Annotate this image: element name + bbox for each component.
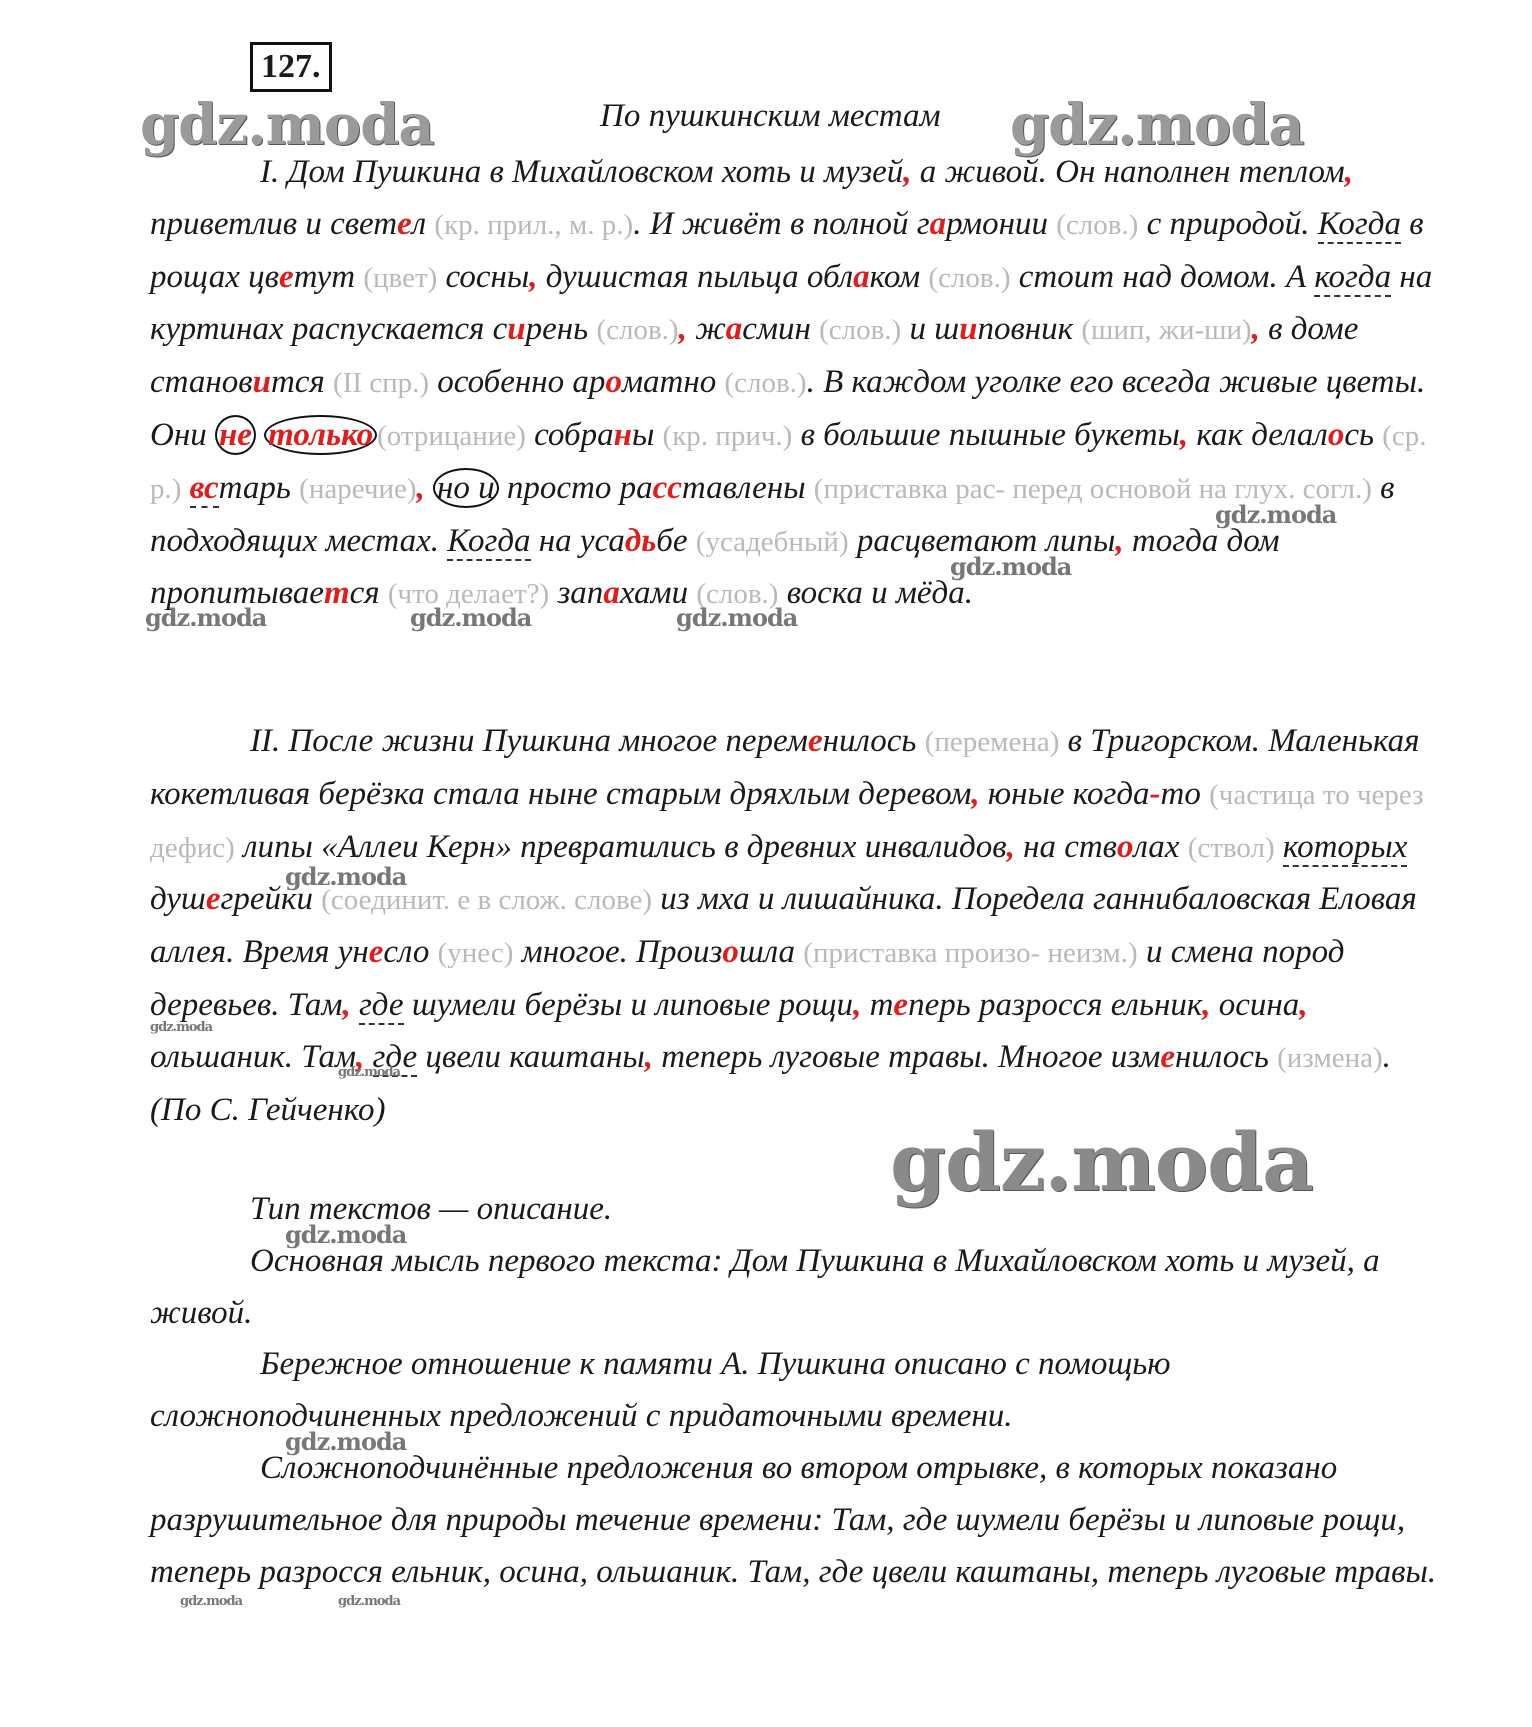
text-run: нилось bbox=[822, 723, 925, 759]
text-run: сь bbox=[1344, 416, 1383, 453]
text-run: липы «Аллеи Керн» превратились в древних инвалидов bbox=[234, 828, 1007, 865]
text-run: просто ра bbox=[498, 469, 653, 506]
underlined-word: где bbox=[358, 986, 404, 1023]
red-mark: , bbox=[1006, 828, 1015, 865]
text-run: матно bbox=[621, 364, 725, 401]
grammar-note: (измена) bbox=[1277, 1041, 1383, 1074]
red-mark: сс bbox=[652, 469, 682, 506]
grammar-note: (цвет) bbox=[363, 261, 438, 294]
text-run: нилось bbox=[1175, 1038, 1278, 1075]
text-run: теперь луговые травы. Многое изм bbox=[652, 1038, 1161, 1075]
red-mark: , bbox=[971, 775, 980, 812]
red-mark: и bbox=[959, 311, 978, 348]
text-run: рмонии bbox=[946, 205, 1057, 242]
underlined-word: Когда bbox=[447, 522, 531, 559]
red-mark: е bbox=[893, 986, 909, 1023]
grammar-note: (наречие) bbox=[299, 472, 417, 505]
part-one-text bbox=[150, 147, 1450, 621]
text-run: тся bbox=[270, 364, 334, 401]
red-mark: вс bbox=[189, 469, 219, 506]
underlined-word: когда bbox=[1314, 258, 1392, 295]
text-run: зап bbox=[549, 575, 604, 612]
grammar-note: (слов.) bbox=[724, 367, 807, 400]
watermark-logo: gdz.moda bbox=[338, 1065, 401, 1080]
text-run: собра bbox=[525, 416, 614, 453]
red-mark: о bbox=[1327, 416, 1345, 453]
grammar-note: (усадебный) bbox=[695, 525, 849, 558]
red-mark: и bbox=[252, 364, 271, 401]
grammar-note: (приставка рас- перед основой на глух. согл.) bbox=[813, 472, 1372, 505]
text-run: л bbox=[411, 205, 435, 242]
red-mark: , bbox=[903, 154, 912, 190]
red-mark: е bbox=[278, 258, 294, 295]
underlined-word: Когда bbox=[1317, 205, 1401, 242]
text-run: на уса bbox=[530, 522, 625, 559]
grammar-note: (частица то через дефис) bbox=[150, 778, 1424, 864]
grammar-note: (кр. прил., м. р.) bbox=[434, 208, 634, 241]
watermark-logo: gdz.moda bbox=[180, 1594, 243, 1609]
text-run: лах bbox=[1133, 828, 1188, 865]
text-run: тарь bbox=[218, 469, 300, 506]
main-idea: Основная мысль первого текста: Дом Пушкина в Михайловском хоть и музей, а живой. bbox=[150, 1242, 1380, 1331]
text-run: т bbox=[861, 986, 894, 1023]
circled-word: только bbox=[264, 415, 377, 455]
text-run: грейки bbox=[220, 881, 322, 918]
text-run: и смена пород деревьев. Там bbox=[150, 934, 1345, 1023]
watermark-logo: gdz.moda bbox=[676, 603, 798, 632]
text-run: осина bbox=[1210, 986, 1300, 1023]
red-mark: е bbox=[807, 723, 823, 759]
red-mark: , bbox=[678, 311, 687, 348]
grammar-note: (унес) bbox=[437, 937, 514, 970]
complex-sentences: Сложноподчинённые предложения во втором отрывке, в которых показано разрушительное для природы течение времени: Там, где шумели берёзы и липовые рощи, теперь разросся ельник, осина, ольшаник. Там, где цвели каштаны, теперь луговые травы. bbox=[150, 1449, 1437, 1590]
text-run: хами bbox=[619, 575, 697, 612]
text-run: I. Дом Пушкина в Михайловском хоть и музей bbox=[260, 154, 904, 190]
text-run: то bbox=[1160, 775, 1210, 812]
red-mark: е bbox=[368, 934, 384, 971]
red-mark: а bbox=[853, 258, 870, 295]
watermark-logo: gdz.moda bbox=[145, 603, 267, 632]
red-mark: и bbox=[507, 311, 526, 348]
watermark-logo: gdz.moda bbox=[285, 1427, 407, 1456]
red-mark: , bbox=[644, 1038, 653, 1075]
red-mark: о bbox=[1117, 828, 1134, 865]
red-mark: е bbox=[397, 205, 412, 242]
watermark-logo: gdz.moda bbox=[1215, 500, 1337, 529]
grammar-note: (слов.) bbox=[928, 261, 1011, 294]
grammar-note: (ствол) bbox=[1187, 831, 1275, 864]
text-run: рень bbox=[525, 311, 597, 348]
red-mark: , bbox=[1202, 986, 1211, 1023]
text-run: перь разросся ельник bbox=[908, 986, 1203, 1023]
text-run: душистая пыльца обл bbox=[537, 258, 854, 295]
circled-word: не bbox=[215, 415, 256, 455]
text-run: с природой. bbox=[1138, 205, 1318, 242]
text-run: из мха и лишайника. Поредела ганнибаловская Еловая аллея. Время ун bbox=[150, 881, 1417, 971]
text-run: душ bbox=[150, 881, 206, 918]
watermark-logo: gdz.moda bbox=[890, 1115, 1313, 1209]
text-run: расцветают липы bbox=[848, 522, 1116, 559]
text-run: на ств bbox=[1014, 828, 1118, 865]
red-mark: , bbox=[1115, 522, 1124, 559]
text-run: бе bbox=[656, 522, 696, 559]
grammar-note: (приставка произо- неизм.) bbox=[803, 937, 1138, 970]
watermark-logo: gdz.moda bbox=[140, 92, 434, 158]
red-mark: , bbox=[1179, 416, 1189, 453]
watermark-logo: gdz.moda bbox=[950, 552, 1072, 581]
text-run: II. После жизни Пушкина многое перем bbox=[250, 723, 808, 759]
text-run: в большие пышные букеты bbox=[792, 416, 1180, 453]
text-run: стоит над домом. А bbox=[1010, 258, 1315, 295]
care-note: Бережное отношение к памяти А. Пушкина описано с помощью сложноподчиненных предложений с придаточными времени. bbox=[150, 1346, 1171, 1435]
grammar-note: (слов.) bbox=[1056, 208, 1139, 241]
watermark-logo: gdz.moda bbox=[338, 1594, 401, 1609]
grammar-note: (соединит. е в слож. слове) bbox=[321, 884, 652, 917]
text-run: в рощах цв bbox=[150, 205, 1424, 295]
text-run: приветлив и свет bbox=[150, 205, 398, 242]
red-mark: о bbox=[722, 934, 739, 971]
text-type: Тип текстов — описание. bbox=[250, 1191, 613, 1227]
grammar-note: (отрицание) bbox=[377, 419, 526, 452]
grammar-note: (слов.) bbox=[596, 314, 679, 347]
red-mark: е bbox=[1160, 1038, 1176, 1075]
text-run: смин bbox=[742, 311, 820, 348]
red-mark: н bbox=[613, 416, 632, 453]
text-run: в доме станов bbox=[150, 311, 1359, 401]
red-mark: а bbox=[929, 205, 947, 242]
text-run: на куртинах распускается с bbox=[150, 258, 1433, 348]
text-run: . bbox=[1382, 1038, 1391, 1075]
text-run: сло bbox=[383, 934, 438, 971]
text-run: ся bbox=[349, 575, 388, 612]
text-run: . И живёт в полной г bbox=[633, 205, 930, 242]
grammar-note: (перемена) bbox=[924, 726, 1060, 758]
grammar-note: (кр. прич.) bbox=[662, 419, 793, 452]
text-run: в подходящих местах. bbox=[150, 469, 1395, 559]
text-run: тут bbox=[293, 258, 364, 295]
text-run: и ш bbox=[901, 311, 960, 348]
circled-word: но и bbox=[433, 468, 499, 508]
grammar-note: (II спр.) bbox=[333, 367, 430, 400]
text-run: тогда дом пропитывае bbox=[150, 522, 1280, 612]
grammar-note: (слов.) bbox=[696, 578, 779, 611]
underlined-word: которых bbox=[1282, 828, 1408, 865]
text-run: в Тригорском. Маленькая кокетливая берёзка стала ныне старым дряхлым деревом bbox=[150, 723, 1420, 812]
text-run: тавлены bbox=[681, 469, 814, 506]
text-run: шумели берёзы и липовые рощи bbox=[403, 986, 854, 1023]
text-run: повник bbox=[977, 311, 1082, 348]
grammar-note: (что делает?) bbox=[387, 578, 550, 611]
watermark-logo: gdz.moda bbox=[1010, 92, 1304, 158]
text-run: ком bbox=[869, 258, 929, 295]
red-mark: , bbox=[356, 1038, 365, 1075]
text-run: воска и мёда. bbox=[778, 575, 974, 612]
red-mark: а bbox=[603, 575, 620, 612]
page-title: По пушкинским местам bbox=[600, 98, 941, 134]
text-run: ольшаник. Там bbox=[150, 1038, 357, 1075]
text-run: цвели каштаны bbox=[417, 1038, 645, 1075]
red-mark: дь bbox=[624, 522, 657, 559]
text-run: особенно ар bbox=[429, 364, 606, 401]
red-mark: , bbox=[1251, 311, 1260, 348]
text-run: юные когда bbox=[979, 775, 1150, 812]
watermark-logo: gdz.moda bbox=[285, 1220, 407, 1249]
red-mark: - bbox=[1149, 775, 1161, 812]
text-run: как делал bbox=[1188, 416, 1328, 453]
red-mark: , bbox=[853, 986, 862, 1023]
watermark-logo: gdz.moda bbox=[410, 603, 532, 632]
text-run: . В каждом уголке его всегда живые цветы. Они bbox=[150, 364, 1426, 453]
text-run: ж bbox=[686, 311, 726, 348]
red-mark: , bbox=[1299, 986, 1308, 1023]
grammar-note: (слов.) bbox=[819, 314, 902, 347]
red-mark: , bbox=[342, 986, 351, 1023]
grammar-note: (ср. р.) bbox=[150, 419, 1427, 505]
red-mark: , bbox=[1344, 154, 1353, 190]
analysis-text bbox=[150, 1184, 1450, 1598]
text-run: сосны bbox=[437, 258, 530, 295]
red-mark: е bbox=[205, 881, 221, 918]
grammar-note: (шип, жи-ши) bbox=[1081, 314, 1252, 347]
text-run: шла bbox=[738, 934, 804, 971]
text-run: а живой. Он наполнен теплом bbox=[911, 154, 1345, 190]
red-mark: т bbox=[323, 575, 350, 612]
author-credit: (По С. Гейченко) bbox=[150, 1091, 386, 1128]
watermark-logo: gdz.moda bbox=[150, 1020, 213, 1035]
red-mark: о bbox=[605, 364, 622, 401]
exercise-number: 127. bbox=[250, 42, 332, 92]
text-run: многое. Произ bbox=[513, 934, 723, 971]
red-mark: , bbox=[529, 258, 538, 295]
red-mark: , bbox=[416, 469, 425, 506]
watermark-logo: gdz.moda bbox=[285, 862, 407, 891]
red-mark: а bbox=[725, 311, 743, 348]
text-run: ы bbox=[631, 416, 663, 453]
underlined-word: где bbox=[372, 1038, 418, 1075]
